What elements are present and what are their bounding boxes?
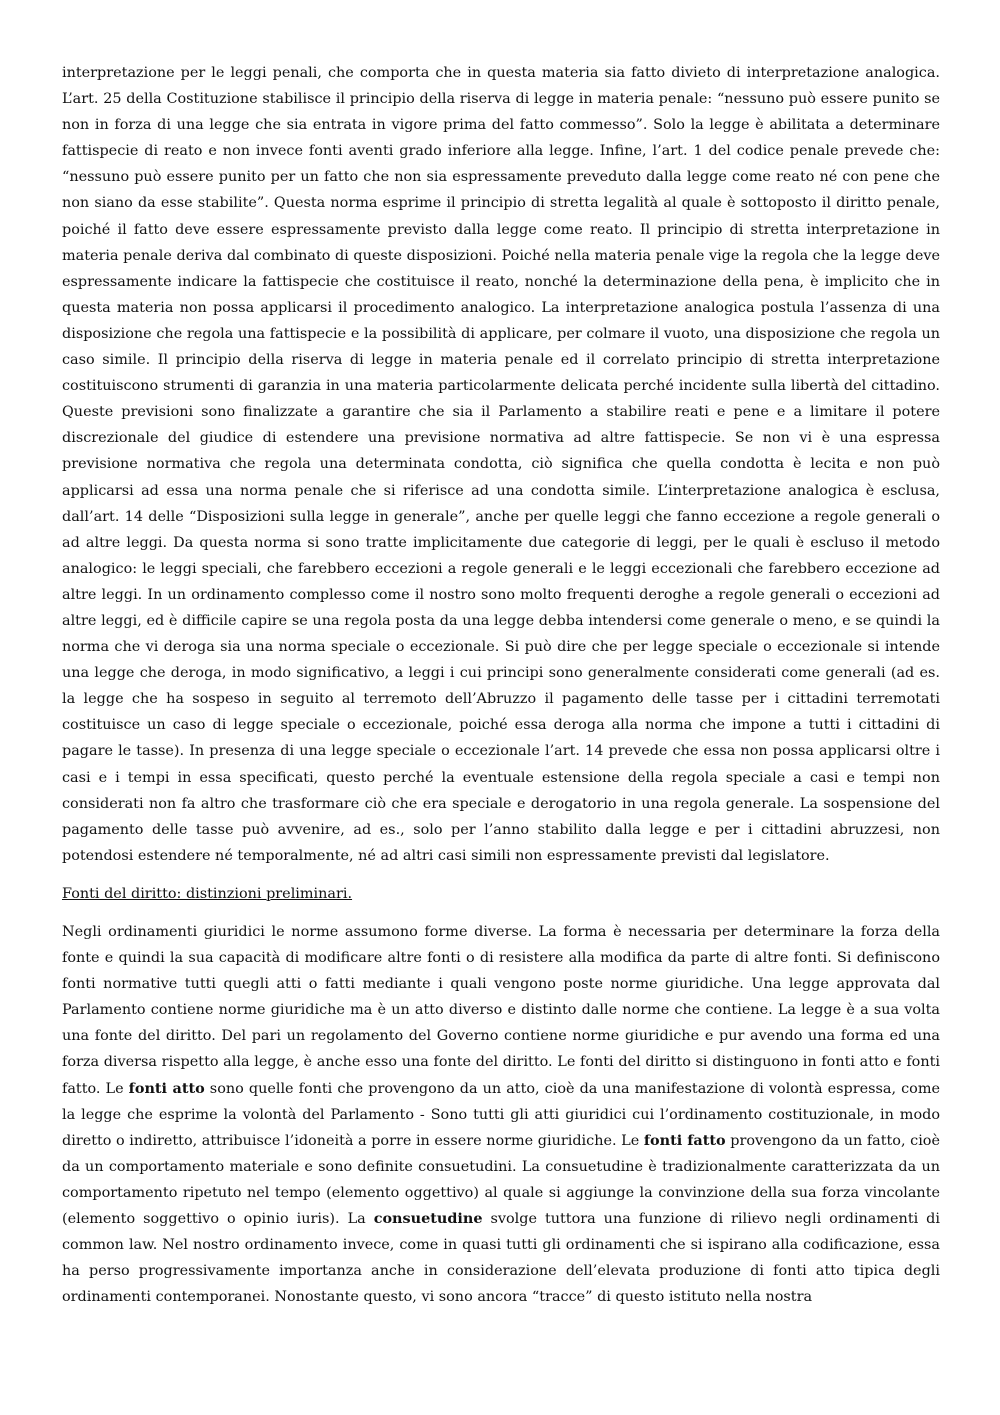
- term-fonti-atto: fonti atto: [128, 1079, 205, 1097]
- paragraph-2-text-2: sono quelle fonti che provengono da un atto, cioè da una manifestazione di volontà espressa, come la legge che esprime la volontà del Parlamento - Sono tutti gli atti giuridici cui l’ordinamento costituzionale, in modo diretto o indiretto, attribuisce l’idoneità a porre in essere norme giuridiche. Le: [62, 1080, 940, 1149]
- paragraph-2-text-1: Negli ordinamenti giuridici le norme assumono forme diverse. La forma è necessaria per determinare la forza della fonte e quindi la sua capacità di modificare altre fonti o di resistere alla modifica da parte di altre fonti. Si definiscono fonti normative tutti quegli atti o fatti mediante i quali vengono poste norme giuridiche. Una legge approvata dal Parlamento contiene norme giuridiche ma è un atto diverso e distinto dalle norme che contiene. La legge è a sua volta una fonte del diritto. Del pari un regolamento del Governo contiene norme giuridiche e pur avendo una forma ed una forza diversa rispetto alla legge, è anche esso una fonte del diritto. Le fonti del diritto si distinguono in fonti atto e fonti fatto. Le: [62, 924, 940, 1097]
- paragraph-2-text-3: provengono da un fatto, cioè da un comportamento materiale e sono definite consuetudini. La consuetudine è tradizionalmente caratterizzata da un comportamento ripetuto nel tempo (elemento oggettivo) al quale si aggiunge la convinzione della sua forza vincolante (elemento soggettivo o opinio iuris). La: [62, 1132, 940, 1228]
- term-fonti-fatto: fonti fatto: [643, 1131, 726, 1149]
- section-heading: Fonti del diritto: distinzioni preliminari.: [62, 885, 353, 902]
- body-paragraph-1: interpretazione per le leggi penali, che comporta che in questa materia sia fatto divieto di interpretazione analogica. L’art. 25 della Costituzione stabilisce il principio della riserva di legge in materia penale: “nessuno può essere punito se non in forza di una legge che sia entrata in vigore prima del fatto commesso”. Solo la legge è abilitata a determinare fattispecie di reato e non invece fonti aventi grado inferiore alla legge. Infine, l’art. 1 del codice penale prevede che: “nessuno può essere punito per un fatto che non sia espressamente preveduto dalla legge come reato né con pene che non siano da esse stabilite”. Questa norma esprime il principio di stretta legalità al quale è sottoposto il diritto penale, poiché il fatto deve essere espressamente previsto dalla legge come reato. Il principio di stretta interpretazione in materia penale deriva dal combinato di queste disposizioni. Poiché nella materia penale vige la regola che la legge deve espressamente indicare la fattispecie che costituisce il reato, nonché la determinazione della pena, è implicito che in questa materia non possa applicarsi il procedimento analogico. La interpretazione analogica postula l’assenza di una disposizione che regola una fattispecie e la possibilità di applicare, per colmare il vuoto, una disposizione che regola un caso simile. Il principio della riserva di legge in materia penale ed il correlato principio di stretta interpretazione costituiscono strumenti di garanzia in una materia particolarmente delicata perché incidente sulla libertà del cittadino. Queste previsioni sono finalizzate a garantire che sia il Parlamento a stabilire reati e pene e a limitare il potere discrezionale del giudice di estendere una previsione normativa ad altre fattispecie. Se non vi è una espressa previsione normativa che regola una determinata condotta, ciò significa che quella condotta è lecita e non può applicarsi ad essa una norma penale che si riferisce ad una condotta simile. L’interpretazione analogica è esclusa, dall’art. 14 delle “Disposizioni sulla legge in generale”, anche per quelle leggi che fanno eccezione a regole generali o ad altre leggi. Da questa norma si sono tratte implicitamente due categorie di leggi, per le quali è escluso il metodo analogico: le leggi speciali, che farebbero eccezioni a regole generali e le leggi eccezionali che farebbero eccezione ad altre leggi. In un ordinamento complesso come il nostro sono molto frequenti deroghe a regole generali o eccezioni ad altre leggi, ed è difficile capire se una regola posta da una legge debba intendersi come generale o meno, e se quindi la norma che vi deroga sia una norma speciale o eccezionale. Si può dire che per legge speciale o eccezionale si intende una legge che deroga, in modo significativo, a leggi i cui principi sono generalmente considerati come generali (ad es. la legge che ha sospeso in seguito al terremoto dell’Abruzzo il pagamento delle tasse per i cittadini terremotati costituisce un caso di legge speciale o eccezionale, poiché essa deroga alla norma che impone a tutti i cittadini di pagare le tasse). In presenza di una legge speciale o eccezionale l’art. 14 prevede che essa non possa applicarsi oltre i casi e i tempi in essa specificati, questo perché la eventuale estensione della regola speciale a casi e tempi non considerati non fa altro che trasformare ciò che era speciale e derogatorio in una regola generale. La sospensione del pagamento delle tasse può avvenire, ad es., solo per l’anno stabilito dalla legge e per i cittadini abruzzesi, non potendosi estendere né temporalmente, né ad altri casi simili non espressamente previsti dal legislatore.: [62, 65, 940, 864]
- paragraph-2-text-4: svolge tuttora una funzione di rilievo negli ordinamenti di common law. Nel nostro ordinamento invece, come in quasi tutti gli ordinamenti che si ispirano alla codificazione, essa ha perso progressivamente importanza anche in considerazione dell’elevata produzione di fonti atto tipica degli ordinamenti contemporanei. Nonostante questo, vi sono ancora “tracce” di questo istituto nella nostra: [62, 1211, 940, 1306]
- term-consuetudine: consuetudine: [373, 1210, 483, 1228]
- body-paragraph-2: [62, 919, 940, 1310]
